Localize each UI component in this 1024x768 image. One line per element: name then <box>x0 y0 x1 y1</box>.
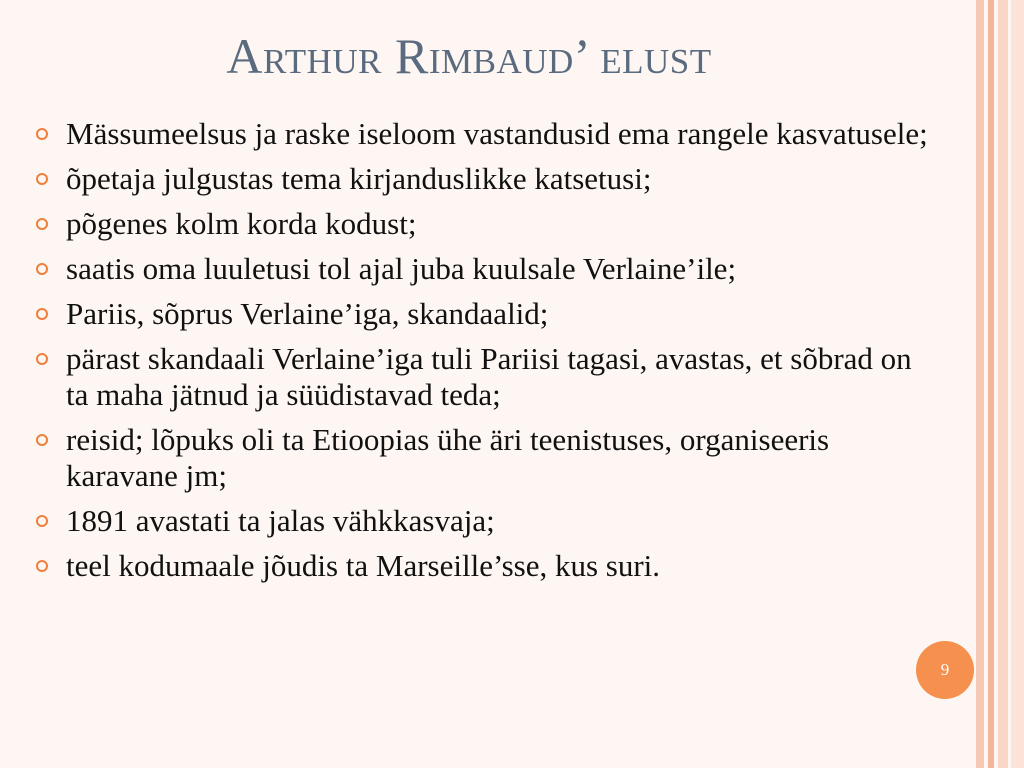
decorative-stripe <box>1011 0 1024 768</box>
bullet-circle-icon <box>36 434 48 446</box>
bullet-item <box>36 341 936 413</box>
bullet-item <box>36 548 936 584</box>
page-number-badge: 9 <box>916 641 974 699</box>
bullet-text: Mässumeelsus ja raske iseloom vastandusid ema rangele kasvatusele; <box>66 116 928 151</box>
bullet-circle-icon <box>36 128 48 140</box>
bullet-text: reisid; lõpuks oli ta Etioopias ühe äri teenistuses, organiseeris karavane jm; <box>66 422 830 493</box>
decorative-stripe <box>988 0 994 768</box>
decorative-stripe <box>976 0 984 768</box>
bullet-circle-icon <box>36 353 48 365</box>
bullet-text: põgenes kolm korda kodust; <box>66 206 417 241</box>
bullet-item <box>36 422 936 494</box>
bullet-circle-icon <box>36 173 48 185</box>
bullet-item <box>36 296 936 332</box>
bullet-circle-icon <box>36 308 48 320</box>
bullet-text: teel kodumaale jõudis ta Marseille’sse, kus suri. <box>66 548 661 583</box>
bullet-circle-icon <box>36 218 48 230</box>
bullet-text: pärast skandaali Verlaine’iga tuli Pariisi tagasi, avastas, et sõbrad on ta maha jätnud ja süüdistavad teda; <box>66 341 912 412</box>
bullet-item <box>36 503 936 539</box>
bullet-text: õpetaja julgustas tema kirjanduslikke katsetusi; <box>66 161 652 196</box>
bullet-text: saatis oma luuletusi tol ajal juba kuulsale Verlaine’ile; <box>66 251 737 286</box>
bullet-item <box>36 116 936 152</box>
slide-title: Arthur Rimbaud’ elust <box>226 28 712 84</box>
bullet-text: Pariis, sõprus Verlaine’iga, skandaalid; <box>66 296 549 331</box>
bullet-item <box>36 161 936 197</box>
bullet-item <box>36 251 936 287</box>
decorative-stripe <box>998 0 1008 768</box>
bullet-circle-icon <box>36 263 48 275</box>
bullet-text: 1891 avastati ta jalas vähkkasvaja; <box>66 503 495 538</box>
bullet-list <box>36 116 936 593</box>
bullet-item <box>36 206 936 242</box>
bullet-circle-icon <box>36 560 48 572</box>
bullet-circle-icon <box>36 515 48 527</box>
